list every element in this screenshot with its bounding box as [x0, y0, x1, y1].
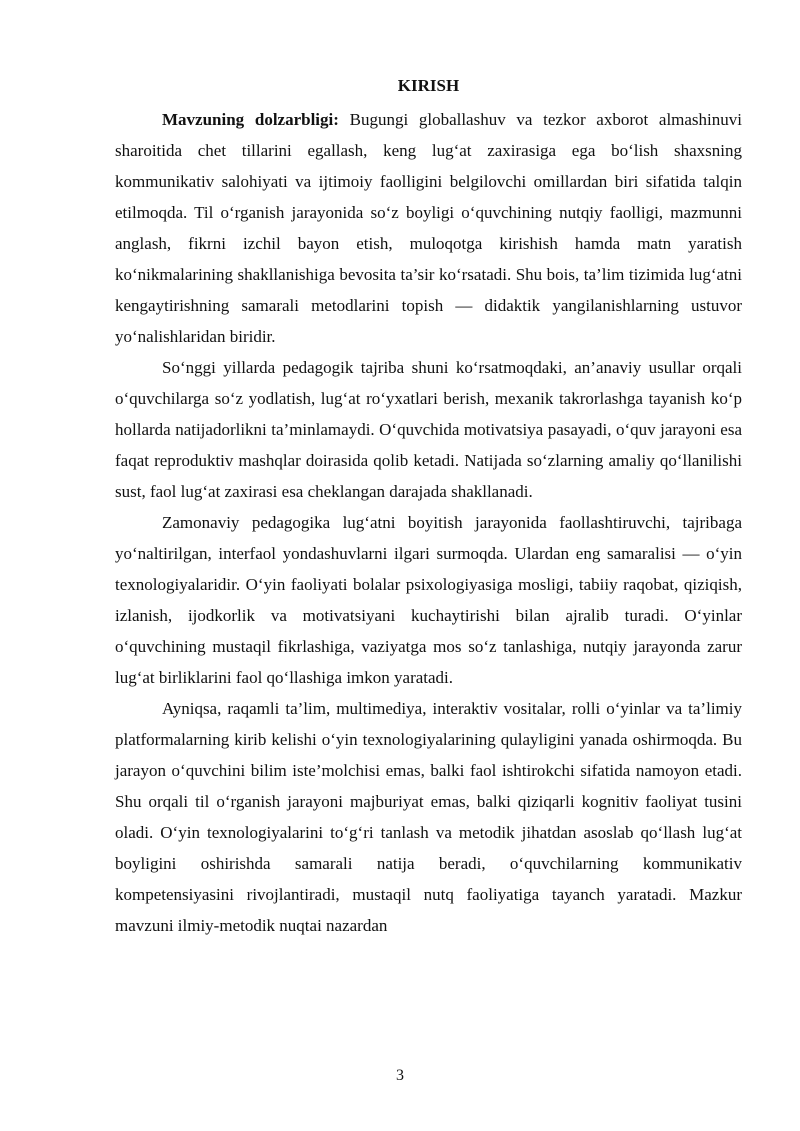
paragraph-lead: Mavzuning dolzarbligi: — [162, 110, 339, 129]
page-title: KIRISH — [397, 76, 460, 95]
paragraph-relevance — [115, 104, 742, 352]
document-page — [115, 74, 742, 941]
paragraph-pedagogical-experience: So‘nggi yillarda pedagogik tajriba shuni ko‘rsatmoqdaki, an’anaviy usullar orqali o‘quvchilarga so‘z yodlatish, lug‘at ro‘yxatlari berish, mexanik takrorlashga tayanish ko‘p hollarda natijadorlikni ta’minlamaydi. O‘quvchida motivatsiya pasayadi, o‘quv jarayoni esa faqat reproduktiv mashqlar doirasida qolib ketadi. Natijada so‘zlarning amaliy qo‘llanilishi sust, faol lug‘at zaxirasi esa cheklangan darajada shakllanadi. — [115, 358, 742, 501]
page-number: 3 — [396, 1067, 404, 1084]
paragraph-digital-education: Ayniqsa, raqamli ta’lim, multimediya, interaktiv vositalar, rolli o‘yinlar va ta’limiy platformalarning kirib kelishi o‘yin texnologiyalarining qulayligini yanada oshirmoqda. Bu jarayon o‘quvchini bilim iste’molchisi emas, balki faol ishtirokchi sifatida namoyon etadi. Shu orqali til o‘rganish jarayoni majburiyat emas, balki qiziqarli kognitiv faoliyat tusini oladi. O‘yin texnologiyalarini to‘g‘ri tanlash va metodik jihatdan asoslab qo‘llash lug‘at boyligini oshirishda samarali natija beradi, o‘quvchilarning kommunikativ kompetensiyasini rivojlantiradi, mustaqil nutq faoliyatiga tayanch yaratadi. Mazkur mavzuni ilmiy-metodik nuqtai nazardan — [115, 699, 742, 935]
paragraph-modern-pedagogy: Zamonaviy pedagogika lug‘atni boyitish jarayonida faollashtiruvchi, tajribaga yo‘naltirilgan, interfaol yondashuvlarni ilgari surmoqda. Ulardan eng samaralisi — o‘yin texnologiyalaridir. O‘yin faoliyati bolalar psixologiyasiga mosligi, tabiiy raqobat, qiziqish, izlanish, ijodkorlik va motivatsiyani kuchaytirishi bilan ajralib turadi. O‘yinlar o‘quvchining mustaqil fikrlashiga, vaziyatga mos so‘z tanlashiga, nutqiy jarayonda zarur lug‘at birliklarini faol qo‘llashiga imkon yaratadi. — [115, 513, 742, 687]
paragraph-text: Bugungi globallashuv va tezkor axborot almashinuvi sharoitida chet tillarini egallash, keng lug‘at zaxirasiga ega bo‘lish shaxsning kommunikativ salohiyati va ijtimoiy faolligini belgilovchi omillardan biri sifatida talqin etilmoqda. Til o‘rganish jarayonida so‘z boyligi o‘quvchining nutqiy faolligi, mazmunni anglash, fikrni izchil bayon etish, muloqotga kirishish hamda matn yaratish ko‘nikmalarining shakllanishiga bevosita ta’sir ko‘rsatadi. Shu bois, ta’lim tizimida lug‘atni kengaytirishning samarali metodlarini topish — didaktik yangilanishlarning ustuvor yo‘nalishlaridan biridir. — [115, 110, 742, 346]
